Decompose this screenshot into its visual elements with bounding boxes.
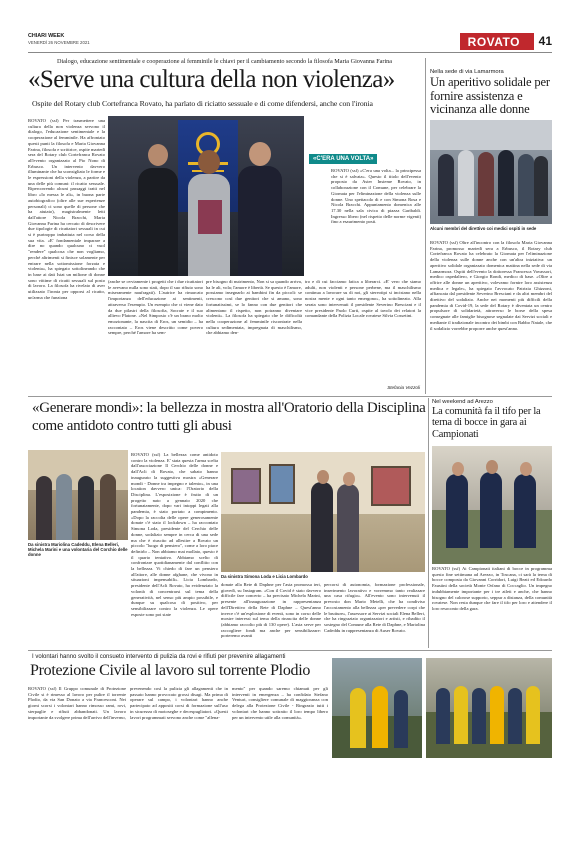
- masthead-rule: [28, 52, 552, 53]
- bottom-headline: Protezione Civile al lavoro sul torrente Plodio: [30, 662, 311, 679]
- sidebar-top-photo: [430, 120, 552, 224]
- person-right: [238, 142, 282, 276]
- bottom-col-2: prevenendo così la pulizia gli allagamenti che in passato hanno provocato grossi disagi. Ma prima di operare sul campo, i volontari hanno anche partecipato ad appositi corsi di formazione sull'uso in sicurezza di motoseghe e decespugliatori. «Questi lavori programmati servono anche come "allena-: [130, 686, 228, 720]
- bottom-photo-1: [332, 658, 422, 758]
- section-name: ROVATO: [467, 35, 520, 49]
- main-photo: [108, 116, 304, 276]
- section-rule-bottom: [28, 650, 552, 651]
- middle-photo-left: [28, 450, 128, 540]
- middle-col-2: donate alla Rete di Daphne per l'asta promossa ieri, giovedì, su Instagram. «Con il Covid è stato davvero difficile fare concerto – ha precisato Michela Marini, presente all'inaugurazione in rappresentanza dell'Direttivo della Rete di Daphne – Quest'anno invece c'è un'esplosione di eventi, sono in corso delle mostre interessi sul tema della rinascita delle donne (abbiamo raccolto più di 130 opere). L'asta serve per raccogliere fondi ma anche per sensibilizzare: porteremo avanti: [221, 582, 321, 639]
- section-rule-mid: [28, 396, 552, 397]
- middle-headline: «Generare mondi»: la bellezza in mostra all'Oratorio della Disciplina come antidoto contro tutti gli abusi: [32, 400, 426, 434]
- sidebar-mid-kicker: Nel weekend ad Arezzo: [432, 399, 493, 405]
- sidebar-top-kicker: Nella sede di via Lamarmora: [430, 69, 504, 75]
- person-left: [138, 144, 178, 276]
- era-text: ROVATO (ssf) «C'era una volta... la principessa che si è salvata». Questo il titolo dell'evento proposto da Aster Insieme Rovato, in collaborazione con il Comune, per celebrare la Giornata per l'eliminazione della violenza sulle donne. Uno spettacolo di e con Simona Rosa e Nicola Bracchi. Appuntamento domenica alle 17.30 nella sala civica di piazza Garibaldi. Ingresso libero (nel rispetto delle norme vigenti) fino a esaurimento posti.: [331, 168, 421, 225]
- main-col-3: pre bisogno di nutrimento, Non si sa quando arriva, ha le ali, vola; l'amore è libertà. Se questo è l'amore, possiamo insegnarlo ai bambini fin da piccoli: se crescono così due genitori che si amano, sono fortunatissimi, se lo fanno con due genitori che alimentano il rispetto, non potranno diventare violenti». La filosofa ha spiegato che le difficoltà nella cooperazione al femminile riscontrate nella cultura sedimentata, impregnata di maschilismo, che abbiamo den-: [206, 279, 302, 336]
- sidebar-top-headline: Un aperitivo solidale per fornire assistenza e vicinanza alle donne: [430, 75, 550, 117]
- era-box: [305, 152, 421, 278]
- main-col-2: (anche se ovviamente i progetti che i due ricattatori le avevano nulla sono stati, dopo il suo rifiuto sono miseramente naufragati). L'autrice ha rimarcato l'importanza dell'educazione ai sentimenti, attraverso l'esempio. Un esempio che ci viene dato da due pilastri della filosofia, Socrate e il suo allievo Platone. «Nel Simposio c'è un brano molto emozionante, la nascita di Eros, un semidio – ha raccontato – Eros viene descritto come povero sempre, perché l'amore ha sem-: [108, 279, 203, 336]
- paper-name: CHIARI WEEK: [28, 33, 65, 39]
- page-number: 41: [538, 34, 552, 48]
- middle-photo-center: [221, 452, 425, 572]
- bottom-col-3: mento" per quando saremo chiamati per gli interventi in emergenza – ha confidato Stefano Venturi, consigliere comunale di maggioranza con delega alla Protezione Civile - Ringrazio tutti i volontari che hanno sottratto il loro tempo libero per un intervento utile alla comunità».: [232, 686, 328, 720]
- middle-col-3: percorsi di autonomia, formazione professionale, inserimento lavorativo e vorremmo tanto realizzare una casa rifugio». All'evento sono intervenuti il prevosto don Mario Metelli, che ha condiviso l'accostamento alla bellezza «per prevedere corpi che le brutture», l'assessore ai Servizi sociali Elena Belleri, che ha ringraziato organizzatori e artisti, e ribadito il sostegno del Comune alla Rete di Daphne, e Mariolina Cadeddu in rappresentanza di Auser Rovato.: [324, 582, 425, 633]
- main-headline: «Serve una cultura della non violenza»: [28, 66, 395, 93]
- person-center: [188, 150, 230, 276]
- main-kicker: Dialogo, educazione sentimentale e cooperazione al femminile le chiavi per il cambiamento secondo la filosofa Maria Giovanna Farina: [56, 58, 393, 65]
- sidebar-mid-headline: La comunità fa il tifo per la terna di bocce in gara ai Campionati: [432, 406, 541, 440]
- masthead: [28, 33, 552, 51]
- col-divider-2: [428, 398, 429, 648]
- sidebar-top-caption: Alcuni membri del direttivo coi medici ospiti in sede: [430, 226, 537, 231]
- middle-caption-center: Da sinistra Simona Loda e Licia Lombardo: [221, 574, 308, 579]
- main-subhead: Ospite del Rotary club Cortefranca Rovato, ha parlato di riciatto sessuale e di come difendersi, anche con l'ironia: [32, 99, 373, 108]
- middle-col-1: ROVATO (ssf) La bellezza come antidoto contro la violenza. E' stata questa l'arma scelta dall'associazione Il Cerchio delle donne e dall'Acli di Rovato, che sabato hanno inaugurato la suggestiva mostra «Generare mondi - Donne tra impegno e talento», in una location davvero unica: l'Oratorio della Disciplina. L'esposizione è frutto di un progetto nato a gennaio 2020 che fortunatamente, dopo vari intoppi legati alla pandemia, è stato portato a compimento. «Dopo la raccolta delle opere generosamente donate c'è stato il lockdown – ha raccontato Simona Loda, presidente del Cerchio delle donne, sodalizio sempre in cerca di una sede ma che è riuscito ad allestire a Rovato un piccolo "luogo di pensiero", come a loro piace definirlo – Non abbiamo mai mollato, questo è il quarto tentativo. Abbiamo scelto di confrontare quotidianamente dal conflitto con la bellezza. Vi chiedo di fare un pensiero all'attore, alle donne afghane, che vivono in situazioni impensabili». Licia Lombardo, presidente dell'Acli Rovato, ha evidenziato la volontà di concentrarsi sul tema della generatività, nel senso più ampio possibile, e dunque su qualcosa di positivo, per sensibilizzare contro la violenza. Le opere esposte sono poi state: [131, 452, 218, 617]
- bottom-col-1: ROVATO (ssf) Il Gruppo comunale di Protezione Civile si è rimesso al lavoro per pulire il torrente Plodio, da via San Donato a via Francesconi. Nei giorni scorsi i volontari hanno rimosso rami, rovi, sterpaglie e rifiuti abbandonati. Un lavoro importante da svolgere prima dell'arrivo dell'inverno,: [28, 686, 126, 720]
- sidebar-mid-photo: [432, 446, 552, 564]
- col-divider: [425, 58, 426, 394]
- era-label: «C'ERA UNA VOLTA»: [309, 154, 377, 164]
- main-col-4: tro e di cui facciamo fatica a liberarci. «E' vero che siamo adulti, non violenti e persone perbene, ma il maschilismo continua a lavorare su di noi, gli stereotipi si incistano nella nostra mente e ogni tanto emergono», ha sottolineato. Alla serata sono intervenuti il presidente Severino Bresciani e il vice presidente Paolo Curti, ospite al tavolo dei relatori la comandante della Polizia Locale rovatese Silvia Cossetini.: [305, 279, 421, 319]
- bottom-kicker: I volontari hanno svolto il consueto intervento di pulizia da rovi e rifiuti per prevenire allagamenti: [32, 654, 286, 660]
- bottom-photo-2: [426, 658, 552, 758]
- main-col-1: ROVATO (ssf) Per trasmettere una cultura della non violenza servono il dialogo, l'educazione sentimentale e la cooperazione al femminile. Ha affrontato questi punti la filosofa e Maria Giovanna Farina, filosofa e scrittrice, ospite martedì sera del Rotary club Cortefranca Rovato all'evento organizzato al Pio Nono di Erbusco. Un intervento davvero illuminante che ha sconsigliato le forme e le espressioni della violenza, a partire da una delle più comuni: il ricatto sessuale. Ripercorrendo alcuni passaggi tratti nel libro «Io messa le ali», in buona parte autobiografico (oltre alle sue esperienze personali) ci sono quelle di persone che ha aiutato), magistralmente letti dall'attore Nicola Bracchi, Maria Giovanna Farina ha cercato di descrivere due tipologie di ricattatori sessuali in cui si è purtroppo imbattuta nel corso della sua vita. «E' fondamentale imparare a dire no quando qualcuno ci vuol "rendere" qualcosa che non vogliamo, perché altrimenti si finisce solamente per entrare nella sottomissione forzata e violenta», ha spiegato sottolineando che in base ai dati Istat un milione di donne sono vittime di ricatti sessuali sul posto di lavoro. La filosofa ha rivelato di aver utilizzato l'ironia per opporsi al ricatto, un'arma che funziona: [28, 118, 105, 300]
- issue-date: VENERDÌ 26 NOVEMBRE 2021: [28, 40, 90, 45]
- sidebar-top-text: ROVATO (ssf) Oltre all'incontro con la filosofa Maria Giovanna Farina, promosso martedì sera a Erbusco, il Rotary club Cortefranca Rovato ha celebrato la Giornata per l'eliminazione della violenza sulle donne anche con un'altra iniziativa: un aperitivo solidale organizzato domenica mattina nella sede di via Lamarmora. Ospiti dell'evento la dottoressa Francesca Vavassori, medico ospedaliero, e Giorgio Rondi, medico di base. «Oltre a offrire alle donne un aperitivo, volevamo fornire loro assistenza medica e legale», ha spiegato l'avvocato Patrizia Ghizzoni, affiancata dal presidente Severino Bresciani e da altri membri del direttivo del sodalizio. Anche nei momenti più difficili della pandemia di Covid-19, la sede del Rotary è diventata un centro propulsore di solidarietà, attraverso le borse della spesa consegnate alle famiglie bisognose segnalate dai Servizi sociali e mediante il tradizionale incontro dei bimbi con Babbo Natale, che il sodalizio vorrebbe proporre anche quest'anno.: [430, 240, 552, 331]
- main-signature: Stefania Vezzoli: [387, 385, 420, 390]
- sidebar-mid-text: ROVATO (ssf) Ai Campionati italiani di bocce in programma questo fine settimana ad Arezzo, in Toscana, ci sarà la terna di bocce composta da Giovanni Corridori, Luigi Beati ed Edoardo Faustini della società Monte Orfano di Coccaglio. Un impegno indubbiamente importante per i tre atleti e anche, che hanno bisogno del calorose supporto, seppur a distanza, della comunità rovatese. Non resta dunque che fare il tifo per loro e attendere il loro resoconto della gara.: [432, 566, 552, 611]
- middle-caption-left: Da sinistra Mariolina Cadeddu, Elena Belleri, Michela Marini e una volontaria del Corchio delle donne: [28, 542, 128, 558]
